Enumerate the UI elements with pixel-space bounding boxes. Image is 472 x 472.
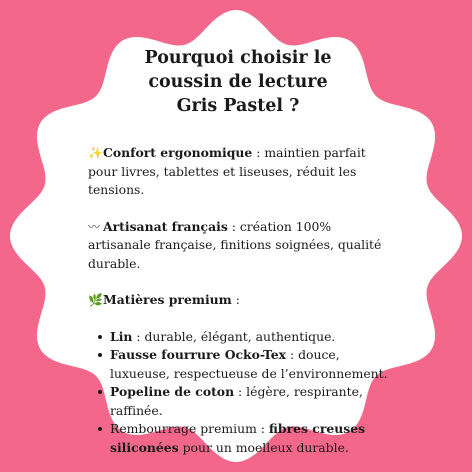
list-item-text: : durable, élégant, authentique. [132,328,336,344]
list-item-prefix: Rembourrage premium : [110,421,269,436]
leaf-icon: 🌿 [88,293,103,307]
title-line-1: Pourquoi choisir le [144,48,332,68]
sparkles-icon: ✨ [88,146,103,160]
comfort-section [88,144,388,200]
materials-heading: Matières premium [103,292,232,307]
list-item-bold: Fausse fourrure Ocko-Tex [110,347,287,362]
page-title [88,46,388,118]
title-line-2: coussin de lecture [148,72,328,92]
list-item [98,346,388,383]
comfort-heading: Confort ergonomique [103,145,253,160]
badge-content [88,46,388,457]
craft-section [88,218,388,274]
list-item-text: : douce, luxueuse, respectueuse de l’environnement. [110,347,388,381]
list-item-bold: Lin [110,328,133,344]
craft-text: : création 100% artisanale française, finitions soignées, qualité durable. [88,218,382,271]
list-item [98,383,388,420]
materials-list [88,328,388,458]
list-item [98,328,388,347]
craft-heading: Artisanat français [103,218,228,234]
materials-section [88,291,388,310]
list-item-text: : légère, respirante, raffinée. [110,384,363,418]
list-item-text: pour un moelleux durable. [178,439,349,455]
thread-icon: 〰 [88,219,101,234]
title-line-3: Gris Pastel ? [176,96,300,116]
materials-text: : [231,292,240,307]
comfort-text: : maintien parfait pour livres, tablettes et liseuses, réduit les tensions. [88,145,366,197]
list-item [98,420,388,457]
list-item-bold: Popeline de coton [110,384,235,399]
list-item-bold: fibres creuses siliconées [110,421,366,455]
